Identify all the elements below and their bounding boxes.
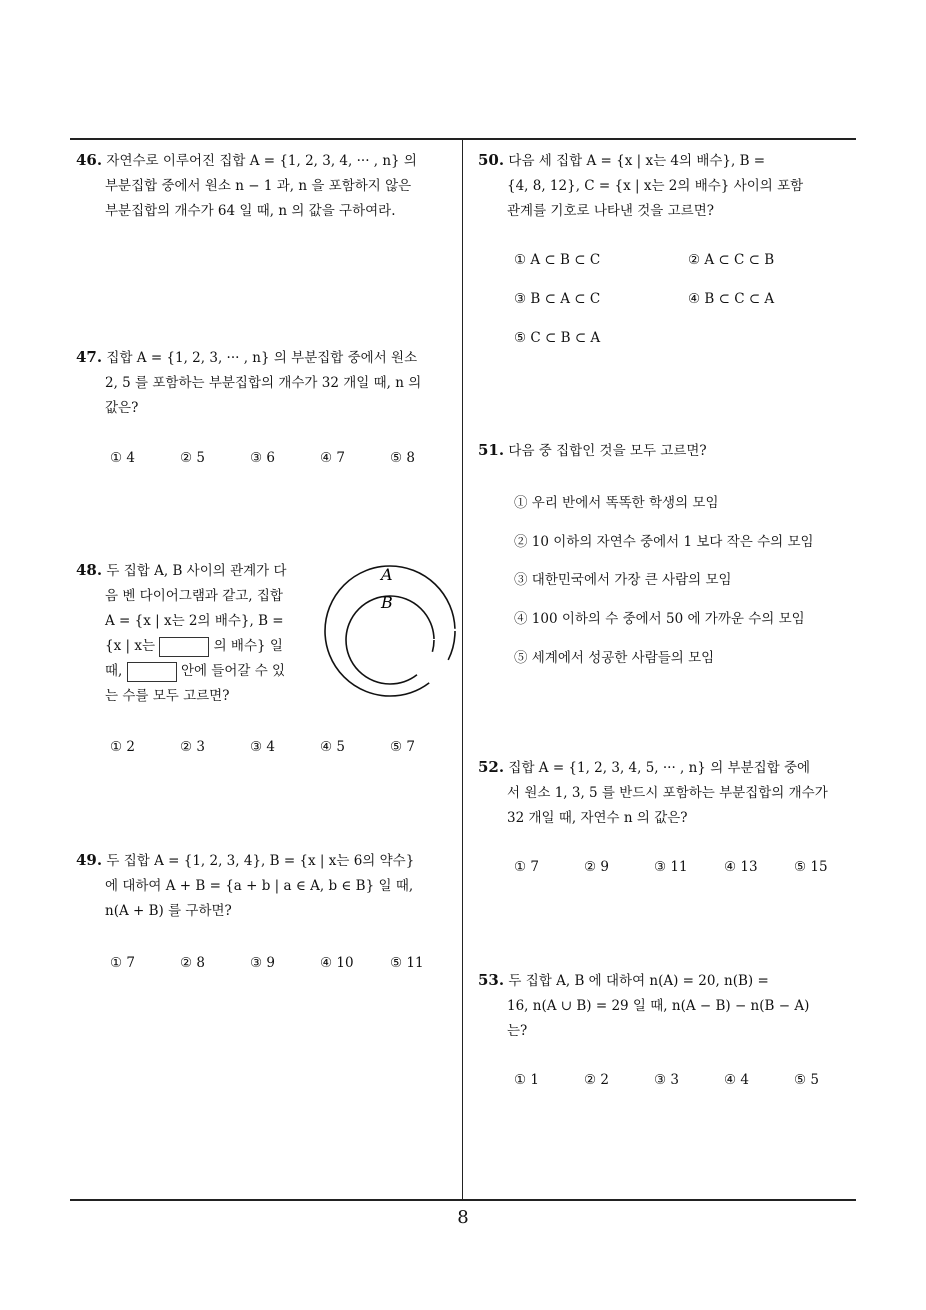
bottom-rule — [70, 1199, 856, 1201]
page-number: 8 — [457, 1207, 469, 1228]
answer-option[interactable]: ⑤ 15 — [794, 859, 828, 875]
answer-option[interactable]: ③ B ⊂ A ⊂ C — [514, 291, 601, 307]
question-text: 집합 A = {1, 2, 3, 4, 5, ··· , n} 의 부분집합 중에 — [508, 760, 811, 776]
answer-option[interactable]: ④ 7 — [320, 450, 345, 466]
question-text: 32 개일 때, 자연수 n 의 값은? — [507, 810, 688, 826]
answer-options — [514, 491, 859, 671]
answer-option[interactable]: ① 7 — [110, 955, 135, 971]
question-text: 자연수로 이루어진 집합 A = {1, 2, 3, 4, ··· , n} 의 — [106, 153, 417, 169]
question-47 — [76, 345, 456, 421]
answer-option[interactable]: ⑤ 8 — [390, 450, 415, 466]
venn-label-b: B — [381, 593, 393, 612]
answer-blank-box — [127, 662, 177, 682]
question-number: 52. — [478, 758, 505, 776]
question-text: 2, 5 를 포함하는 부분집합의 개수가 32 개일 때, n 의 — [105, 375, 422, 391]
top-rule — [70, 138, 856, 140]
question-51 — [478, 438, 863, 464]
question-text: 값은? — [105, 400, 139, 416]
venn-diagram — [318, 558, 468, 708]
answer-option[interactable]: ④ B ⊂ C ⊂ A — [688, 291, 775, 307]
question-text: 는? — [507, 1023, 528, 1039]
question-number: 51. — [478, 441, 505, 459]
answer-option[interactable]: ① 2 — [110, 739, 135, 755]
venn-label-a: A — [381, 565, 393, 584]
answer-option[interactable]: ⑤ 세계에서 성공한 사람들의 모임 — [514, 650, 715, 666]
answer-option[interactable]: ③ 4 — [250, 739, 275, 755]
answer-option[interactable]: ② 10 이하의 자연수 중에서 1 보다 작은 수의 모임 — [514, 534, 814, 550]
answer-option[interactable]: ② 8 — [180, 955, 205, 971]
answer-option[interactable]: ⑤ 5 — [794, 1072, 819, 1088]
question-50 — [478, 148, 863, 224]
answer-option[interactable]: ② A ⊂ C ⊂ B — [688, 252, 775, 268]
answer-option[interactable]: ③ 9 — [250, 955, 275, 971]
question-text: 서 원소 1, 3, 5 를 반드시 포함하는 부분집합의 개수가 — [507, 785, 828, 801]
answer-option[interactable]: ③ 3 — [654, 1072, 679, 1088]
answer-option[interactable]: ⑤ C ⊂ B ⊂ A — [514, 330, 601, 346]
question-text: 의 배수} 일 — [213, 638, 283, 654]
question-text: 16, n(A ∪ B) = 29 일 때, n(A − B) − n(B − A) — [507, 998, 810, 1014]
question-text: 두 집합 A, B 에 대하여 n(A) = 20, n(B) = — [508, 973, 769, 989]
answer-option[interactable]: ① 1 — [514, 1072, 539, 1088]
question-46 — [76, 148, 456, 224]
answer-option[interactable]: ③ 11 — [654, 859, 688, 875]
question-text: 에 대하여 A + B = {a + b | a ∈ A, b ∈ B} 일 때, — [105, 878, 414, 894]
answer-option[interactable]: ② 5 — [180, 450, 205, 466]
answer-option[interactable]: ④ 13 — [724, 859, 758, 875]
question-text: {x | x는 — [105, 638, 155, 654]
answer-option[interactable]: ⑤ 11 — [390, 955, 424, 971]
answer-option[interactable]: ④ 5 — [320, 739, 345, 755]
answer-option[interactable]: ① A ⊂ B ⊂ C — [514, 252, 601, 268]
answer-option[interactable]: ③ 6 — [250, 450, 275, 466]
question-text: 부분집합의 개수가 64 일 때, n 의 값을 구하여라. — [105, 203, 396, 219]
answer-option[interactable]: ② 3 — [180, 739, 205, 755]
question-number: 47. — [76, 348, 103, 366]
answer-option[interactable]: ④ 100 이하의 수 중에서 50 에 가까운 수의 모임 — [514, 611, 805, 627]
question-52 — [478, 755, 863, 831]
answer-option[interactable]: ① 우리 반에서 똑똑한 학생의 모임 — [514, 495, 719, 511]
question-text: 안에 들어갈 수 있 — [180, 663, 286, 679]
answer-option[interactable]: ④ 10 — [320, 955, 354, 971]
question-49 — [76, 848, 461, 924]
question-text: 관계를 기호로 나타낸 것을 고르면? — [507, 203, 714, 219]
question-number: 46. — [76, 151, 103, 169]
question-53 — [478, 968, 863, 1044]
answer-option[interactable]: ⑤ 7 — [390, 739, 415, 755]
question-number: 48. — [76, 561, 103, 579]
question-text: n(A + B) 를 구하면? — [105, 903, 232, 919]
question-text: 는 수를 모두 고르면? — [105, 688, 230, 704]
question-text: 집합 A = {1, 2, 3, ··· , n} 의 부분집합 중에서 원소 — [106, 350, 418, 366]
venn-set-a-circle — [325, 566, 455, 696]
question-48 — [76, 558, 316, 709]
question-number: 53. — [478, 971, 505, 989]
answer-option[interactable]: ① 7 — [514, 859, 539, 875]
answer-option[interactable]: ② 9 — [584, 859, 609, 875]
question-text: 때, — [105, 663, 123, 679]
answer-option[interactable]: ③ 대한민국에서 가장 큰 사람의 모임 — [514, 572, 732, 588]
question-text: 두 집합 A, B 사이의 관계가 다 — [106, 563, 287, 579]
question-number: 50. — [478, 151, 505, 169]
question-text: {4, 8, 12}, C = {x | x는 2의 배수} 사이의 포함 — [507, 178, 804, 194]
question-text: 두 집합 A = {1, 2, 3, 4}, B = {x | x는 6의 약수} — [106, 853, 415, 869]
answer-option[interactable]: ② 2 — [584, 1072, 609, 1088]
question-text: A = {x | x는 2의 배수}, B = — [105, 613, 284, 629]
question-number: 49. — [76, 851, 103, 869]
question-text: 부분집합 중에서 원소 n − 1 과, n 을 포함하지 않은 — [105, 178, 412, 194]
answer-blank-box — [159, 637, 209, 657]
answer-option[interactable]: ① 4 — [110, 450, 135, 466]
answer-option[interactable]: ④ 4 — [724, 1072, 749, 1088]
question-text: 다음 중 집합인 것을 모두 고르면? — [508, 443, 707, 459]
question-text: 다음 세 집합 A = {x | x는 4의 배수}, B = — [508, 153, 766, 169]
question-text: 음 벤 다이어그램과 같고, 집합 — [105, 588, 283, 604]
answer-options — [514, 252, 854, 352]
